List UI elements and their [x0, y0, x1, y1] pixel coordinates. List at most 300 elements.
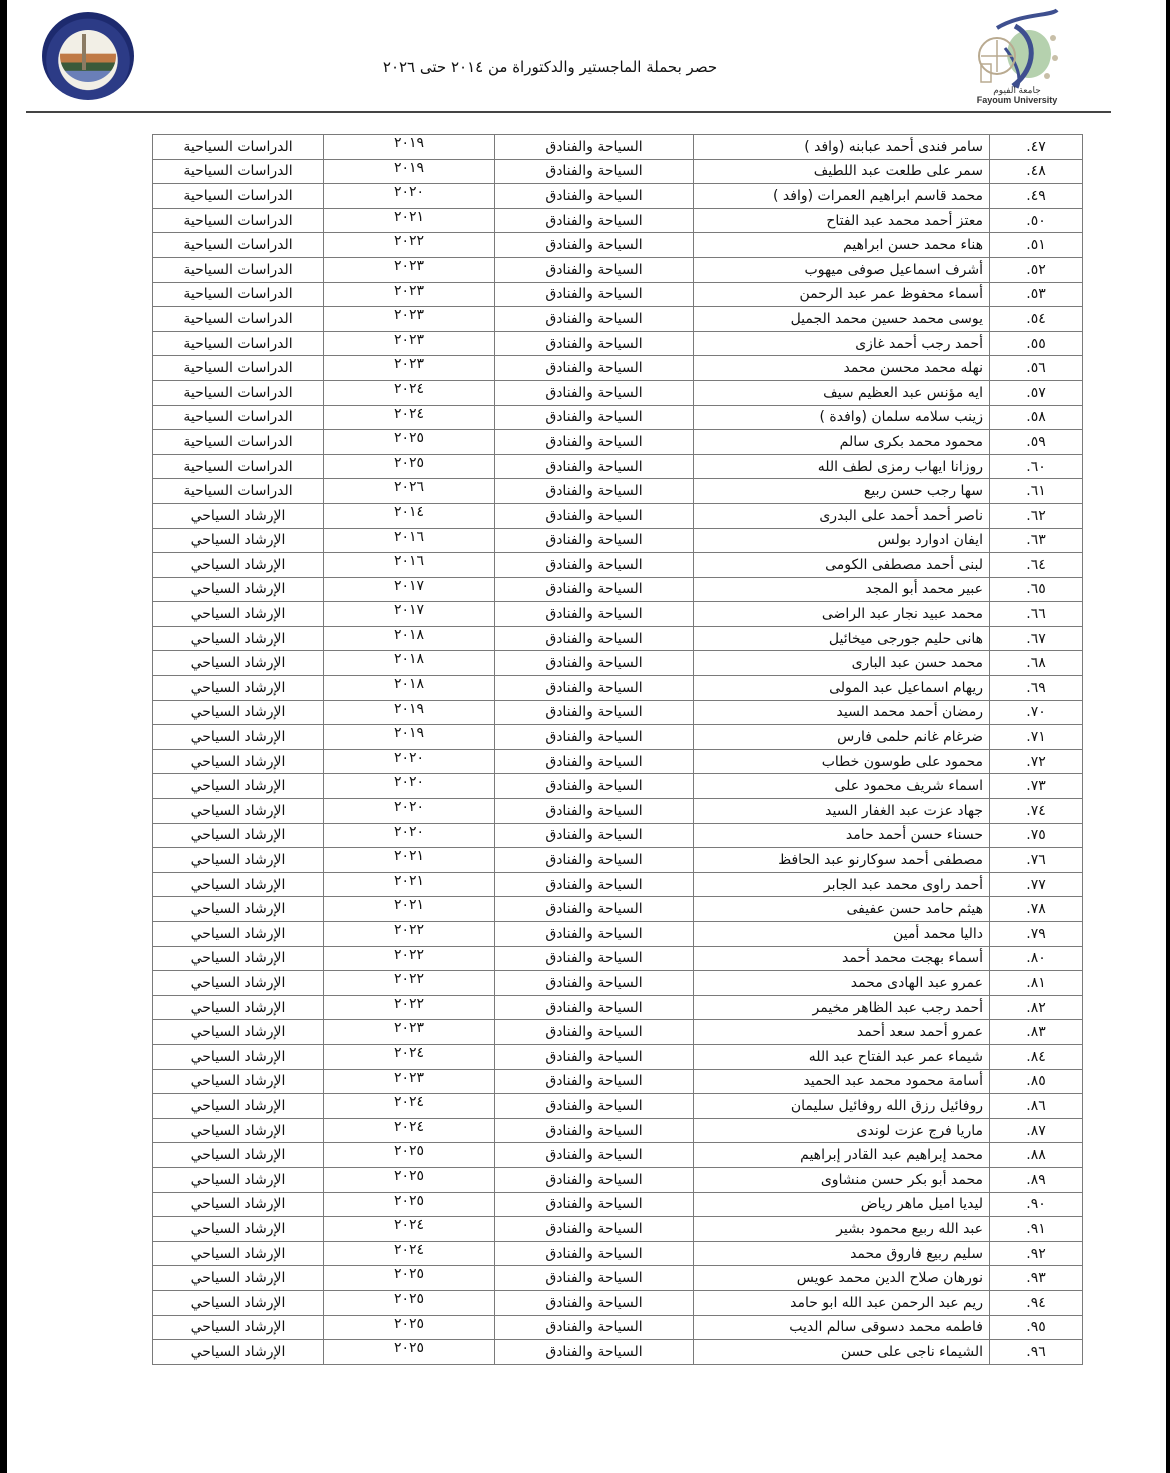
table-row	[153, 946, 1083, 971]
student-name: سها رجب حسن ربيع	[863, 483, 983, 500]
department-name: الإرشاد السياحي	[190, 655, 286, 672]
department-name: الدراسات السياحية	[183, 458, 293, 475]
scan-edge-left	[0, 0, 7, 1473]
row-number: ٨٧.	[1026, 1122, 1046, 1139]
student-name-cell	[694, 1167, 990, 1192]
table-row	[153, 331, 1083, 356]
student-name-cell	[694, 823, 990, 848]
student-name: هناء محمد حسن ابراهيم	[843, 237, 983, 254]
row-number-cell	[990, 479, 1083, 504]
table-row	[153, 233, 1083, 258]
student-name-cell	[694, 1290, 990, 1315]
row-number-cell	[990, 872, 1083, 897]
graduation-year-cell	[324, 1192, 495, 1217]
department-name-cell	[153, 503, 324, 528]
department-name: الإرشاد السياحي	[190, 1196, 286, 1213]
row-number: ٩٢.	[1026, 1245, 1046, 1262]
faculty-name-cell	[495, 257, 694, 282]
student-name: ريهام اسماعيل عبد المولى	[829, 679, 983, 696]
faculty-name-cell	[495, 553, 694, 578]
table-row	[153, 1143, 1083, 1168]
table-row	[153, 1266, 1083, 1291]
department-name: الإرشاد السياحي	[190, 1319, 286, 1336]
faculty-name-cell	[495, 799, 694, 824]
department-name-cell	[153, 184, 324, 209]
table-row	[153, 430, 1083, 455]
faculty-name-cell	[495, 233, 694, 258]
department-name: الإرشاد السياحي	[190, 1147, 286, 1164]
graduation-year: ٢٠٢٣	[393, 1069, 425, 1086]
row-number: ٦٤.	[1026, 556, 1046, 573]
faculty-name-cell	[495, 602, 694, 627]
department-name-cell	[153, 1315, 324, 1340]
department-name: الدراسات السياحية	[183, 483, 293, 500]
faculty-name-cell	[495, 1315, 694, 1340]
row-number: ٨٤.	[1026, 1048, 1046, 1065]
row-number-cell	[990, 1167, 1083, 1192]
student-name: معتز أحمد محمد عبد الفتاح	[826, 212, 983, 229]
department-name-cell	[153, 1217, 324, 1242]
faculty-name-cell	[495, 1167, 694, 1192]
row-number: ٥٤.	[1026, 310, 1046, 327]
graduation-year-cell	[324, 479, 495, 504]
department-name-cell	[153, 799, 324, 824]
department-name: الإرشاد السياحي	[190, 1245, 286, 1262]
table-row	[153, 380, 1083, 405]
faculty-name: السياحة والفنادق	[545, 384, 643, 401]
student-name-cell	[694, 676, 990, 701]
department-name: الدراسات السياحية	[183, 187, 293, 204]
row-number: ٤٧.	[1026, 138, 1046, 155]
student-name: ماريا فرج عزت لوندى	[856, 1122, 983, 1139]
graduation-year-cell	[324, 1340, 495, 1365]
faculty-name-cell	[495, 528, 694, 553]
graduation-year: ٢٠٢٠	[393, 184, 425, 201]
faculty-name-cell	[495, 454, 694, 479]
graduation-year: ٢٠٢٣	[393, 331, 425, 348]
student-name: ضرغام غانم حلمى فارس	[837, 729, 983, 746]
graduation-year-cell	[324, 749, 495, 774]
faculty-name-cell	[495, 1241, 694, 1266]
student-name-cell	[694, 922, 990, 947]
graduation-year-cell	[324, 257, 495, 282]
department-name: الإرشاد السياحي	[190, 901, 286, 918]
department-name: الإرشاد السياحي	[190, 1270, 286, 1287]
student-name-cell	[694, 1266, 990, 1291]
department-name-cell	[153, 1044, 324, 1069]
row-number-cell	[990, 380, 1083, 405]
student-name-cell	[694, 1044, 990, 1069]
department-name-cell	[153, 356, 324, 381]
faculty-name: السياحة والفنادق	[545, 753, 643, 770]
graduation-year-cell	[324, 553, 495, 578]
table-row	[153, 1340, 1083, 1365]
department-name-cell	[153, 1290, 324, 1315]
faculty-name: السياحة والفنادق	[545, 778, 643, 795]
department-name-cell	[153, 971, 324, 996]
row-number-cell	[990, 331, 1083, 356]
row-number: ٩٣.	[1026, 1270, 1046, 1287]
department-name: الإرشاد السياحي	[190, 999, 286, 1016]
student-name: سليم ربيع فاروق محمد	[850, 1245, 983, 1262]
department-name: الإرشاد السياحي	[190, 704, 286, 721]
faculty-name: السياحة والفنادق	[545, 212, 643, 229]
department-name: الإرشاد السياحي	[190, 827, 286, 844]
header-divider	[26, 111, 1111, 113]
row-number: ٨٣.	[1026, 1024, 1046, 1041]
student-name: ايه مؤنس عبد العظيم سيف	[823, 384, 983, 401]
row-number: ٥٢.	[1026, 261, 1046, 278]
graduation-year: ٢٠٢٠	[393, 799, 425, 816]
student-name: اسماء شريف محمود على	[834, 778, 983, 795]
graduation-year: ٢٠١٨	[393, 651, 425, 668]
department-name-cell	[153, 823, 324, 848]
graduation-year: ٢٠٢٥	[393, 1315, 425, 1332]
table-row	[153, 1167, 1083, 1192]
row-number-cell	[990, 577, 1083, 602]
department-name-cell	[153, 1241, 324, 1266]
student-name: محمود محمد بكرى سالم	[839, 433, 983, 450]
table-row	[153, 995, 1083, 1020]
student-name: ليديا اميل ماهر رياض	[860, 1196, 983, 1213]
student-name-cell	[694, 700, 990, 725]
table-row	[153, 823, 1083, 848]
graduation-year: ٢٠٢٢	[393, 233, 425, 250]
graduation-year: ٢٠٢٥	[393, 1340, 425, 1357]
graduation-year-cell	[324, 872, 495, 897]
student-name-cell	[694, 626, 990, 651]
department-name: الإرشاد السياحي	[190, 532, 286, 549]
row-number-cell	[990, 356, 1083, 381]
row-number-cell	[990, 184, 1083, 209]
department-name: الدراسات السياحية	[183, 384, 293, 401]
faculty-name-cell	[495, 380, 694, 405]
faculty-name-cell	[495, 135, 694, 160]
row-number-cell	[990, 405, 1083, 430]
department-name-cell	[153, 626, 324, 651]
graduation-year: ٢٠٢٤	[393, 1094, 425, 1111]
row-number-cell	[990, 897, 1083, 922]
department-name: الإرشاد السياحي	[190, 852, 286, 869]
table-row	[153, 1044, 1083, 1069]
row-number: ٩٥.	[1026, 1319, 1046, 1336]
row-number: ٥٩.	[1026, 433, 1046, 450]
row-number-cell	[990, 1020, 1083, 1045]
graduation-year-cell	[324, 1167, 495, 1192]
faculty-name-cell	[495, 897, 694, 922]
row-number: ٤٩.	[1026, 187, 1046, 204]
faculty-logo	[42, 12, 134, 100]
table-row	[153, 405, 1083, 430]
faculty-name-cell	[495, 922, 694, 947]
row-number: ٥٣.	[1026, 286, 1046, 303]
graduation-year-cell	[324, 1118, 495, 1143]
row-number-cell	[990, 1266, 1083, 1291]
department-name-cell	[153, 774, 324, 799]
row-number-cell	[990, 208, 1083, 233]
row-number-cell	[990, 1094, 1083, 1119]
graduation-year-cell	[324, 380, 495, 405]
faculty-name-cell	[495, 1266, 694, 1291]
student-name-cell	[694, 1241, 990, 1266]
row-number-cell	[990, 1315, 1083, 1340]
department-name-cell	[153, 380, 324, 405]
faculty-name-cell	[495, 946, 694, 971]
row-number: ٧٤.	[1026, 802, 1046, 819]
graduates-table-body	[153, 135, 1083, 1365]
graduation-year-cell	[324, 1241, 495, 1266]
student-name: أشرف اسماعيل صوفى ميهوب	[804, 261, 983, 278]
student-name-cell	[694, 135, 990, 160]
department-name-cell	[153, 725, 324, 750]
row-number-cell	[990, 774, 1083, 799]
faculty-name-cell	[495, 848, 694, 873]
graduation-year-cell	[324, 774, 495, 799]
student-name: لبنى أحمد مصطفى الكومى	[825, 556, 983, 573]
department-name: الإرشاد السياحي	[190, 950, 286, 967]
faculty-name: السياحة والفنادق	[545, 163, 643, 180]
table-row	[153, 799, 1083, 824]
graduation-year: ٢٠٢٢	[393, 995, 425, 1012]
student-name-cell	[694, 1217, 990, 1242]
row-number: ٦٥.	[1026, 581, 1046, 598]
graduation-year: ٢٠٢٣	[393, 356, 425, 373]
row-number: ٥٥.	[1026, 335, 1046, 352]
graduation-year-cell	[324, 676, 495, 701]
table-row	[153, 528, 1083, 553]
department-name: الدراسات السياحية	[183, 237, 293, 254]
faculty-name: السياحة والفنادق	[545, 1073, 643, 1090]
faculty-name-cell	[495, 676, 694, 701]
table-row	[153, 848, 1083, 873]
faculty-name: السياحة والفنادق	[545, 1171, 643, 1188]
department-name: الإرشاد السياحي	[190, 925, 286, 942]
graduation-year-cell	[324, 528, 495, 553]
graduation-year: ٢٠١٩	[393, 135, 425, 151]
graduation-year: ٢٠٢٥	[393, 1167, 425, 1184]
graduation-year-cell	[324, 233, 495, 258]
graduation-year: ٢٠١٩	[393, 725, 425, 742]
table-row	[153, 897, 1083, 922]
row-number: ٥٠.	[1026, 212, 1046, 229]
faculty-name-cell	[495, 995, 694, 1020]
department-name-cell	[153, 577, 324, 602]
faculty-name: السياحة والفنادق	[545, 802, 643, 819]
student-name-cell	[694, 651, 990, 676]
table-row	[153, 922, 1083, 947]
row-number: ٦٠.	[1026, 458, 1046, 475]
graduation-year-cell	[324, 1069, 495, 1094]
faculty-name-cell	[495, 725, 694, 750]
row-number-cell	[990, 135, 1083, 160]
department-name: الدراسات السياحية	[183, 212, 293, 229]
student-name-cell	[694, 799, 990, 824]
graduation-year-cell	[324, 626, 495, 651]
faculty-name-cell	[495, 184, 694, 209]
department-name-cell	[153, 1192, 324, 1217]
university-logo-caption	[962, 85, 1072, 105]
department-name: الدراسات السياحية	[183, 261, 293, 278]
row-number-cell	[990, 1192, 1083, 1217]
faculty-name: السياحة والفنادق	[545, 1097, 643, 1114]
student-name: روفائيل رزق الله روفائيل سليمان	[790, 1097, 983, 1114]
student-name: نهله محمد محسن محمد	[843, 360, 983, 377]
row-number-cell	[990, 946, 1083, 971]
department-name-cell	[153, 159, 324, 184]
row-number: ٦٨.	[1026, 655, 1046, 672]
department-name-cell	[153, 454, 324, 479]
faculty-name-cell	[495, 159, 694, 184]
department-name-cell	[153, 1118, 324, 1143]
department-name-cell	[153, 479, 324, 504]
row-number: ٨٦.	[1026, 1097, 1046, 1114]
student-name: فاطمه محمد دسوقى سالم الديب	[789, 1319, 983, 1336]
row-number: ٧٨.	[1026, 901, 1046, 918]
department-name-cell	[153, 430, 324, 455]
faculty-name: السياحة والفنادق	[545, 458, 643, 475]
row-number-cell	[990, 307, 1083, 332]
graduation-year: ٢٠٢٥	[393, 1266, 425, 1283]
student-name: ريم عبد الرحمن عبد الله ابو حامد	[790, 1294, 983, 1311]
row-number: ٧٧.	[1026, 876, 1046, 893]
graduation-year-cell	[324, 430, 495, 455]
faculty-name-cell	[495, 405, 694, 430]
table-row	[153, 1241, 1083, 1266]
department-name-cell	[153, 749, 324, 774]
table-row	[153, 553, 1083, 578]
department-name: الإرشاد السياحي	[190, 1097, 286, 1114]
student-name: محمد أبو بكر حسن منشاوى	[820, 1171, 983, 1188]
student-name-cell	[694, 257, 990, 282]
student-name: ناصر أحمد أحمد على البدرى	[819, 507, 983, 524]
faculty-name: السياحة والفنادق	[545, 679, 643, 696]
faculty-name: السياحة والفنادق	[545, 999, 643, 1016]
row-number-cell	[990, 749, 1083, 774]
graduation-year: ٢٠١٧	[393, 577, 425, 594]
row-number-cell	[990, 503, 1083, 528]
faculty-name: السياحة والفنادق	[545, 1270, 643, 1287]
department-name: الإرشاد السياحي	[190, 679, 286, 696]
department-name-cell	[153, 282, 324, 307]
graduation-year: ٢٠١٧	[393, 602, 425, 619]
graduation-year: ٢٠٢١	[393, 208, 425, 225]
graduation-year: ٢٠٢١	[393, 848, 425, 865]
faculty-name-cell	[495, 774, 694, 799]
graduation-year-cell	[324, 577, 495, 602]
faculty-name-cell	[495, 1340, 694, 1365]
faculty-name-cell	[495, 971, 694, 996]
student-name-cell	[694, 1118, 990, 1143]
faculty-name: السياحة والفنادق	[545, 483, 643, 500]
department-name: الإرشاد السياحي	[190, 1024, 286, 1041]
faculty-name-cell	[495, 1069, 694, 1094]
row-number: ٧٣.	[1026, 778, 1046, 795]
department-name: الدراسات السياحية	[183, 310, 293, 327]
faculty-name: السياحة والفنادق	[545, 827, 643, 844]
faculty-name-cell	[495, 1094, 694, 1119]
faculty-name: السياحة والفنادق	[545, 237, 643, 254]
student-name-cell	[694, 971, 990, 996]
department-name-cell	[153, 651, 324, 676]
department-name-cell	[153, 700, 324, 725]
row-number-cell	[990, 995, 1083, 1020]
department-name: الدراسات السياحية	[183, 335, 293, 352]
faculty-name: السياحة والفنادق	[545, 310, 643, 327]
student-name: محمد عبيد نجار عبد الراضى	[821, 606, 983, 623]
department-name-cell	[153, 528, 324, 553]
graduation-year: ٢٠٢٥	[393, 1192, 425, 1209]
faculty-name: السياحة والفنادق	[545, 532, 643, 549]
faculty-name: السياحة والفنادق	[545, 1245, 643, 1262]
graduation-year: ٢٠٢٢	[393, 922, 425, 938]
faculty-name: السياحة والفنادق	[545, 1024, 643, 1041]
faculty-name: السياحة والفنادق	[545, 433, 643, 450]
row-number-cell	[990, 233, 1083, 258]
student-name-cell	[694, 872, 990, 897]
graduation-year-cell	[324, 995, 495, 1020]
graduation-year: ٢٠١٨	[393, 676, 425, 693]
row-number-cell	[990, 1241, 1083, 1266]
row-number-cell	[990, 626, 1083, 651]
row-number-cell	[990, 799, 1083, 824]
faculty-name: السياحة والفنادق	[545, 655, 643, 672]
department-name: الإرشاد السياحي	[190, 778, 286, 795]
faculty-name: السياحة والفنادق	[545, 187, 643, 204]
faculty-name-cell	[495, 479, 694, 504]
graduation-year-cell	[324, 1290, 495, 1315]
graduation-year: ٢٠٢٥	[393, 454, 425, 471]
row-number-cell	[990, 1044, 1083, 1069]
faculty-name-cell	[495, 872, 694, 897]
table-row	[153, 725, 1083, 750]
graduation-year-cell	[324, 405, 495, 430]
department-name-cell	[153, 208, 324, 233]
department-name: الإرشاد السياحي	[190, 1048, 286, 1065]
graduation-year-cell	[324, 946, 495, 971]
student-name: سمر على طلعت عبد اللطيف	[813, 163, 983, 180]
student-name-cell	[694, 1069, 990, 1094]
row-number-cell	[990, 1118, 1083, 1143]
graduation-year: ٢٠١٩	[393, 159, 425, 176]
faculty-name: السياحة والفنادق	[545, 507, 643, 524]
faculty-name: السياحة والفنادق	[545, 286, 643, 303]
row-number-cell	[990, 528, 1083, 553]
graduation-year-cell	[324, 897, 495, 922]
graduation-year-cell	[324, 700, 495, 725]
department-name: الإرشاد السياحي	[190, 729, 286, 746]
student-name: عمرو عبد الهادى محمد	[850, 974, 983, 991]
student-name: جهاد عزت عبد الغفار السيد	[825, 802, 983, 819]
row-number: ٨٥.	[1026, 1073, 1046, 1090]
faculty-name-cell	[495, 356, 694, 381]
department-name-cell	[153, 233, 324, 258]
student-name: عمرو أحمد سعد أحمد	[856, 1024, 983, 1041]
graduation-year-cell	[324, 208, 495, 233]
department-name-cell	[153, 1266, 324, 1291]
graduation-year-cell	[324, 503, 495, 528]
graduation-year: ٢٠٢٦	[393, 479, 425, 496]
table-row	[153, 282, 1083, 307]
student-name: أحمد رجب عبد الظاهر مخيمر	[812, 999, 983, 1016]
student-name: أسامة محمود محمد عبد الحميد	[803, 1073, 983, 1090]
faculty-name-cell	[495, 1143, 694, 1168]
row-number-cell	[990, 823, 1083, 848]
graduation-year-cell	[324, 184, 495, 209]
student-name-cell	[694, 233, 990, 258]
row-number: ٤٨.	[1026, 163, 1046, 180]
student-name-cell	[694, 1315, 990, 1340]
student-name-cell	[694, 1340, 990, 1365]
